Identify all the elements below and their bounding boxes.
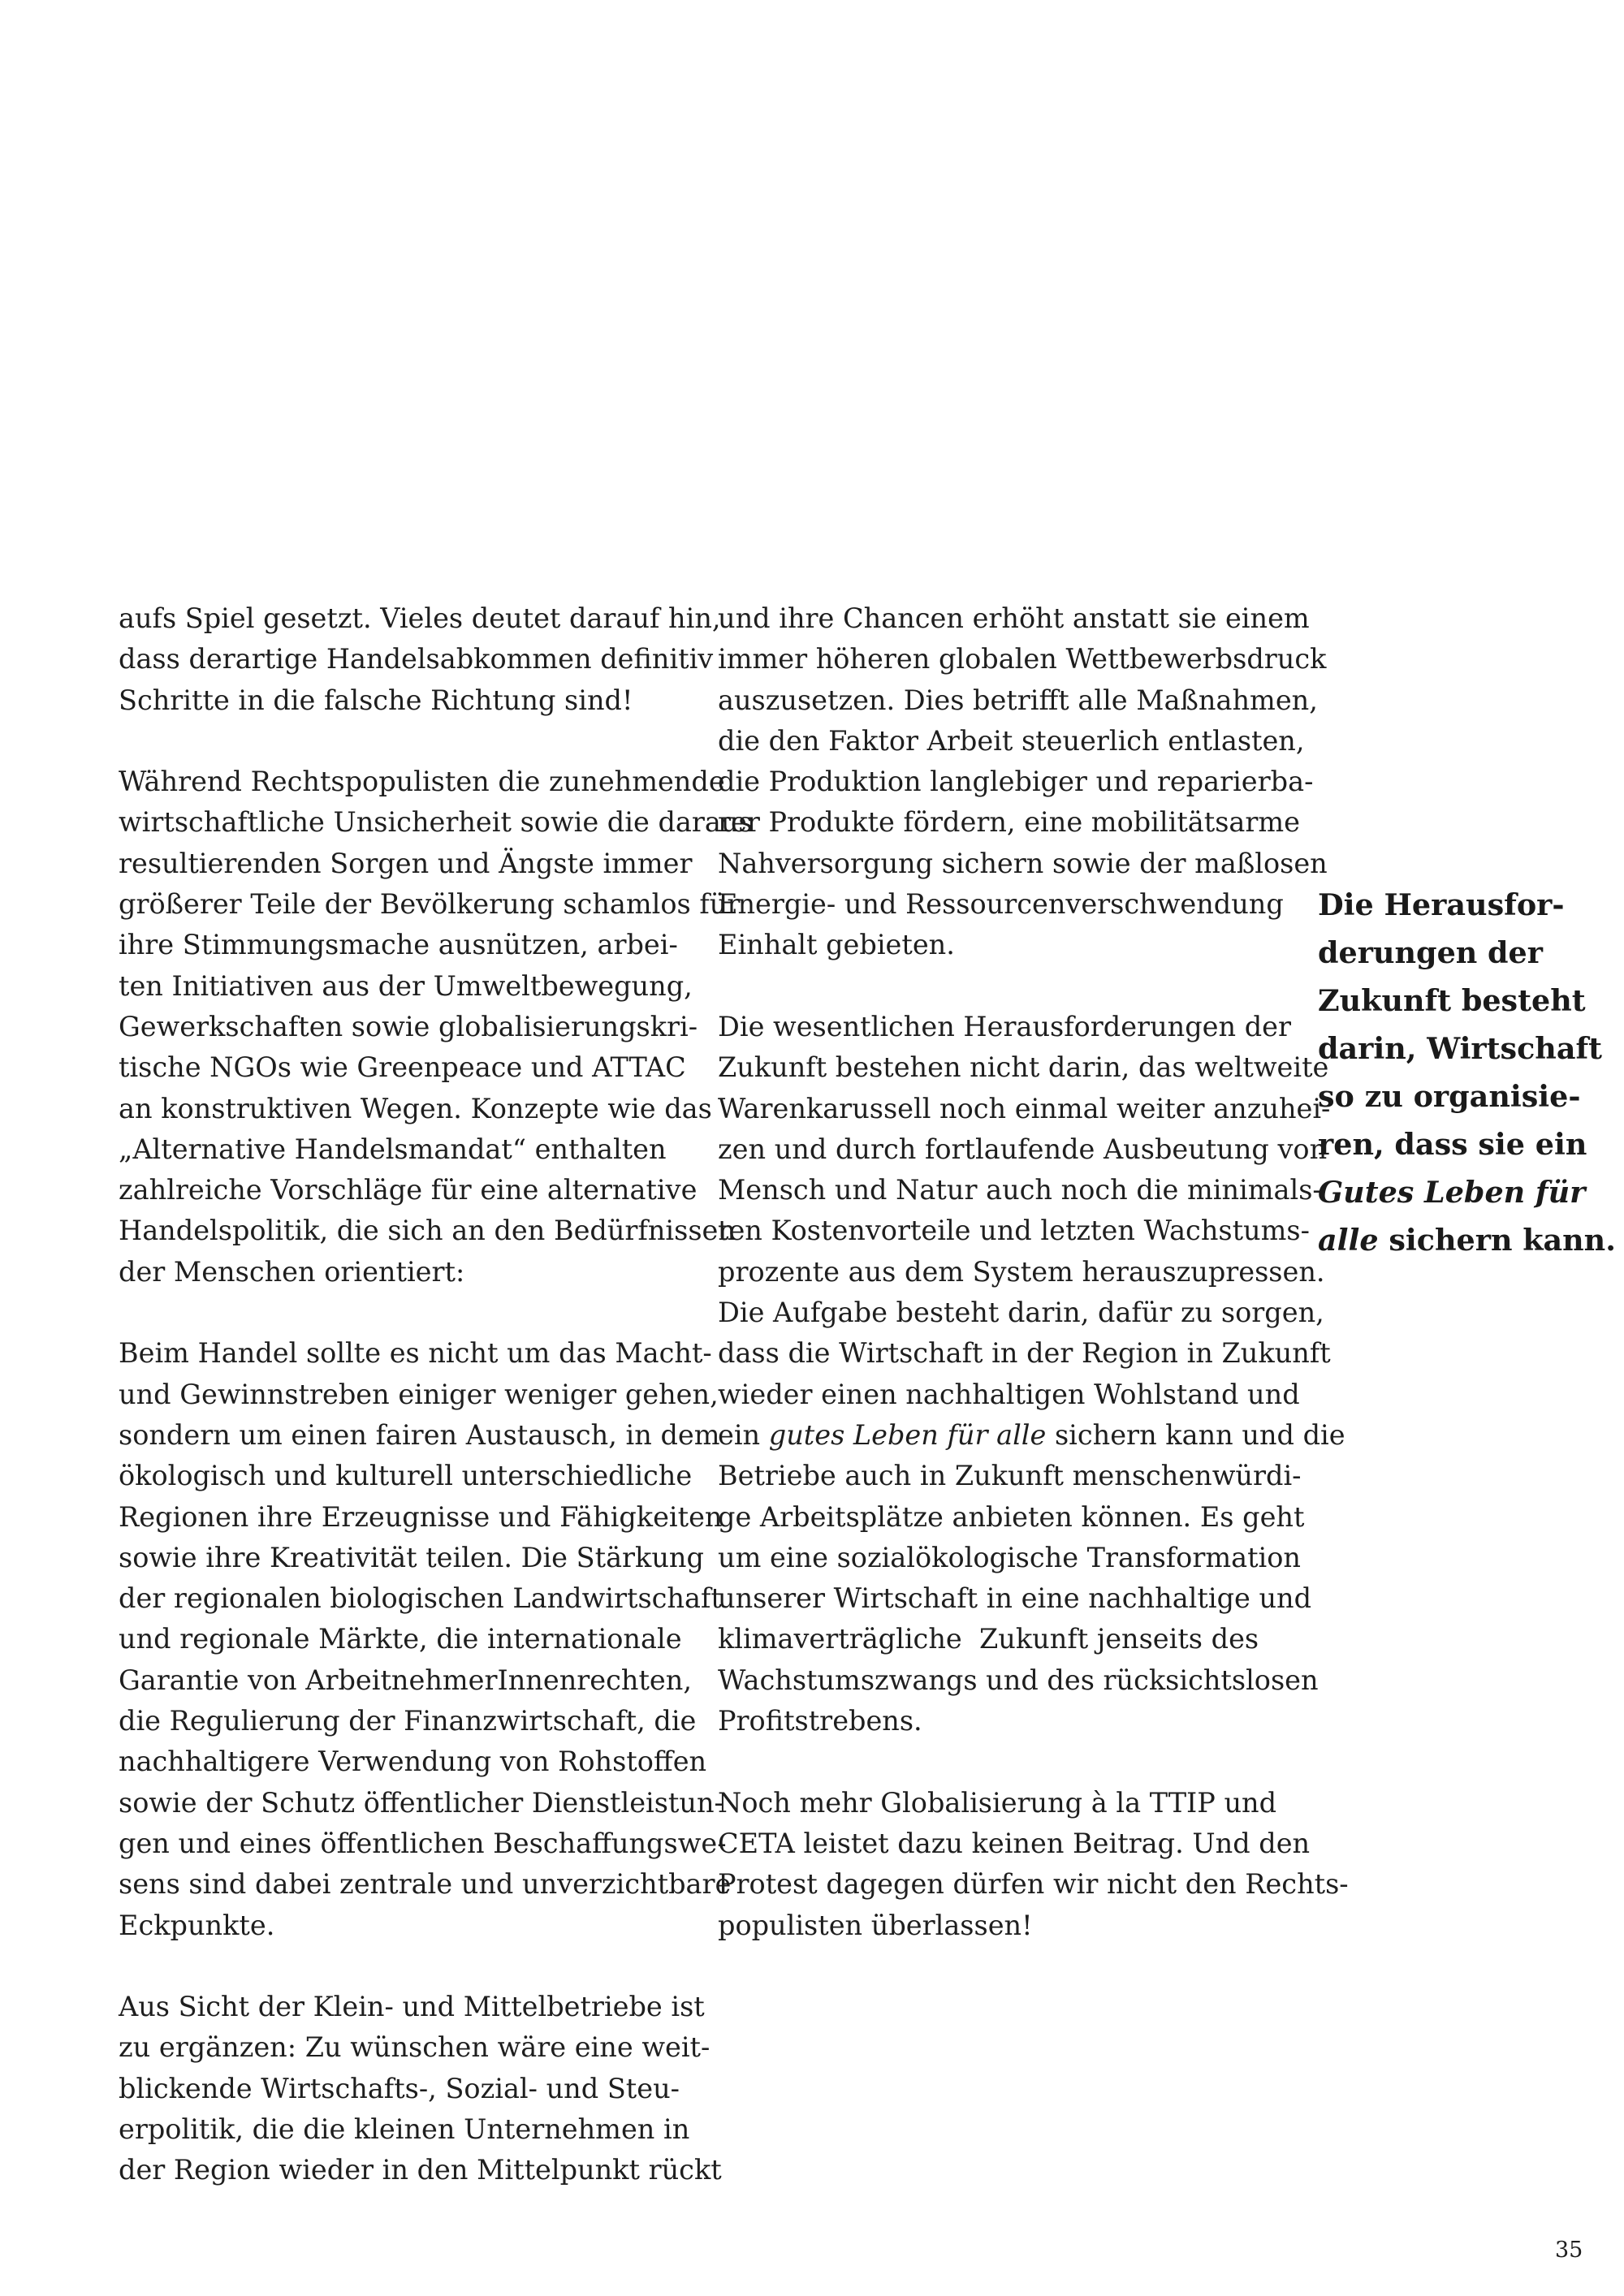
text-line: gen und eines öffentlichen Beschaffungswe- <box>119 1827 727 1859</box>
pull-quote-line: Zukunft besteht <box>1318 983 1586 1018</box>
italic-phrase: alle <box>1318 1223 1379 1258</box>
text-line: Profitstrebens. <box>718 1705 922 1737</box>
text-line: Handelspolitik, die sich an den Bedürfnissen <box>119 1215 736 1247</box>
text-line: wirtschaftliche Unsicherheit sowie die daraus <box>119 806 753 839</box>
text-line: blickende Wirtschafts-, Sozial- und Steu- <box>119 2072 680 2104</box>
text-line: resultierenden Sorgen und Ängste immer <box>119 847 693 879</box>
text-line: unserer Wirtschaft in eine nachhaltige und <box>718 1582 1312 1615</box>
text-line: Beim Handel sollte es nicht um das Macht- <box>119 1337 712 1370</box>
text-line: zen und durch fortlaufende Ausbeutung von <box>718 1133 1328 1165</box>
text-line: Regionen ihre Erzeugnisse und Fähigkeiten <box>119 1500 723 1533</box>
pull-quote-line: derungen der <box>1318 935 1544 970</box>
text-line: Aus Sicht der Klein- und Mittelbetriebe ist <box>119 1991 705 2023</box>
text-line: die den Faktor Arbeit steuerlich entlasten, <box>718 724 1305 757</box>
text-line: rer Produkte fördern, eine mobilitätsarme <box>718 806 1300 839</box>
text-fragment: sichern kann und die <box>1046 1418 1345 1451</box>
text-line: und ihre Chancen erhöht anstatt sie einem <box>718 602 1310 634</box>
text-line: der Menschen orientiert: <box>119 1255 465 1288</box>
paragraph-1 <box>718 598 1349 966</box>
text-line: sens sind dabei zentrale und unverzichtbare <box>119 1868 732 1901</box>
text-line: Einhalt gebieten. <box>718 929 955 961</box>
text-line: klimaverträgliche Zukunft jenseits des <box>718 1623 1259 1655</box>
text-line: Eckpunkte. <box>119 1909 275 1941</box>
text-line: sowie ihre Kreativität teilen. Die Stärkung <box>119 1541 704 1573</box>
text-line: auszusetzen. Dies betrifft alle Maßnahmen, <box>718 684 1318 716</box>
text-line: Energie- und Ressourcenverschwendung <box>718 888 1284 921</box>
text-line: größerer Teile der Bevölkerung schamlos für <box>119 888 741 921</box>
text-line: wieder einen nachhaltigen Wohlstand und <box>718 1378 1300 1410</box>
page-number: 35 <box>1555 2238 1583 2263</box>
pull-quote-line <box>1318 1216 1616 1264</box>
paragraph-2 <box>718 1007 1349 1741</box>
pull-quote-line <box>1318 1168 1616 1216</box>
text-line: der Region wieder in den Mittelpunkt rückt <box>119 2154 722 2186</box>
text-line: Während Rechtspopulisten die zunehmende <box>119 766 725 798</box>
text-line: der regionalen biologischen Landwirtschaft <box>119 1582 722 1615</box>
text-line: Noch mehr Globalisierung à la TTIP und <box>718 1786 1277 1819</box>
text-line: die Regulierung der Finanzwirtschaft, die <box>119 1705 697 1737</box>
text-line: Warenkarussell noch einmal weiter anzuhei- <box>718 1092 1331 1124</box>
text-fragment: sichern kann. <box>1378 1223 1616 1258</box>
text-line: Nahversorgung sichern sowie der maßlosen <box>718 847 1328 879</box>
text-line: dass die Wirtschaft in der Region in Zukunft <box>718 1337 1331 1370</box>
text-line-with-italic <box>718 1415 1349 1456</box>
text-fragment: ein <box>718 1418 769 1451</box>
paragraph-3 <box>119 1333 753 1945</box>
text-line: Die wesentlichen Herausforderungen der <box>718 1010 1292 1042</box>
middle-column <box>718 598 1349 1946</box>
text-line: sondern um einen fairen Austausch, in dem <box>119 1418 720 1451</box>
paragraph-1 <box>119 598 753 721</box>
text-line: Schritte in die falsche Richtung sind! <box>119 684 633 716</box>
text-line: Die Aufgabe besteht darin, dafür zu sorgen, <box>718 1297 1324 1329</box>
text-line: Zukunft bestehen nicht darin, das weltweite <box>718 1051 1329 1084</box>
text-line: die Produktion langlebiger und reparierba- <box>718 766 1314 798</box>
paragraph-3 <box>718 1783 1349 1946</box>
text-line: Garantie von ArbeitnehmerInnenrechten, <box>119 1664 692 1696</box>
text-line: Betriebe auch in Zukunft menschenwürdi- <box>718 1460 1302 1492</box>
italic-phrase: gutes Leben für alle <box>768 1418 1047 1451</box>
text-line: prozente aus dem System herauszupressen. <box>718 1255 1325 1288</box>
text-line: nachhaltigere Verwendung von Rohstoffen <box>119 1746 707 1778</box>
left-column <box>119 598 753 2191</box>
paragraph-2 <box>119 762 753 1293</box>
text-line: dass derartige Handelsabkommen definitiv <box>119 643 714 675</box>
pull-quote-line: Die Herausfor- <box>1318 887 1565 922</box>
text-line: ge Arbeitsplätze anbieten können. Es geht <box>718 1500 1305 1533</box>
text-line: ihre Stimmungsmache ausnützen, arbei- <box>119 929 678 961</box>
text-line: um eine sozialökologische Transformation <box>718 1541 1302 1573</box>
text-line: Protest dagegen dürfen wir nicht den Rechts- <box>718 1868 1349 1901</box>
text-line: CETA leistet dazu keinen Beitrag. Und den <box>718 1827 1311 1859</box>
text-line: Mensch und Natur auch noch die minimals- <box>718 1174 1322 1206</box>
text-line: immer höheren globalen Wettbewerbsdruck <box>718 643 1327 675</box>
text-line: ten Initiativen aus der Umweltbewegung, <box>119 969 693 1002</box>
text-line: zahlreiche Vorschläge für eine alternative <box>119 1174 698 1206</box>
paragraph-4 <box>119 1987 753 2190</box>
text-line: an konstruktiven Wegen. Konzepte wie das <box>119 1092 712 1124</box>
pull-quote-line: ren, dass sie ein <box>1318 1127 1587 1162</box>
text-line: ökologisch und kulturell unterschiedliche <box>119 1460 693 1492</box>
text-line: Gewerkschaften sowie globalisierungskri- <box>119 1010 698 1042</box>
text-line: tische NGOs wie Greenpeace und ATTAC <box>119 1051 686 1084</box>
pull-quote-line: darin, Wirtschaft <box>1318 1031 1603 1066</box>
text-line: ten Kostenvorteile und letzten Wachstums- <box>718 1215 1310 1247</box>
text-line: zu ergänzen: Zu wünschen wäre eine weit- <box>119 2031 710 2064</box>
text-line: Wachstumszwangs und des rücksichtslosen <box>718 1664 1319 1696</box>
pull-quote <box>1318 881 1616 1264</box>
text-line: „Alternative Handelsmandat“ enthalten <box>119 1133 667 1165</box>
text-line: aufs Spiel gesetzt. Vieles deutet darauf hin, <box>119 602 721 634</box>
italic-phrase: Gutes Leben für <box>1318 1175 1586 1210</box>
text-line: und Gewinnstreben einiger weniger gehen, <box>119 1378 719 1410</box>
text-line: populisten überlassen! <box>718 1909 1033 1941</box>
text-line: und regionale Märkte, die internationale <box>119 1623 682 1655</box>
text-line: sowie der Schutz öffentlicher Dienstleistun- <box>119 1786 723 1819</box>
pull-quote-line: so zu organisie- <box>1318 1079 1581 1114</box>
text-line: erpolitik, die die kleinen Unternehmen in <box>119 2113 690 2145</box>
